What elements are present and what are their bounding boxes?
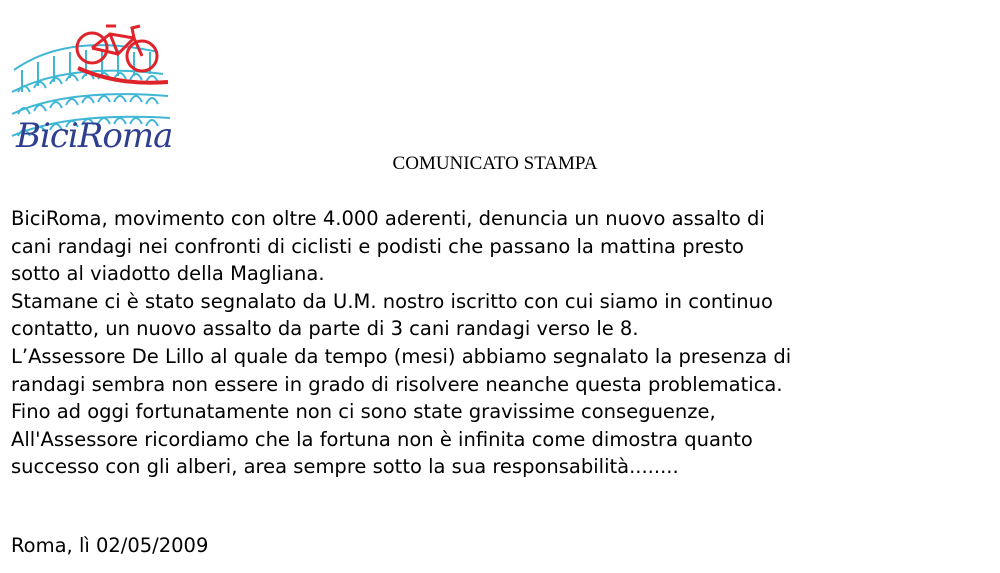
biciroma-logo bbox=[8, 12, 178, 160]
body-line: contatto, un nuovo assalto da parte di 3 cani randagi verso le 8. bbox=[11, 317, 639, 341]
body-line: sotto al viadotto della Magliana. bbox=[11, 262, 325, 286]
body-line: L’Assessore De Lillo al quale da tempo (mesi) abbiamo segnalato la presenza di bbox=[11, 344, 792, 368]
page-title: COMUNICATO STAMPA bbox=[392, 153, 598, 174]
body-line: cani randagi nei confronti di ciclisti e podisti che passano la mattina presto bbox=[11, 234, 744, 258]
date-line: Roma, lì 02/05/2009 bbox=[11, 534, 209, 557]
body-line: BiciRoma, movimento con oltre 4.000 aderenti, denuncia un nuovo assalto di bbox=[11, 207, 765, 230]
body-line: Fino ad oggi fortunatamente non ci sono state gravissime conseguenze, bbox=[11, 400, 716, 424]
body-line: Stamane ci è stato segnalato da U.M. nostro iscritto con cui siamo in continuo bbox=[11, 289, 773, 313]
body-line: randagi sembra non essere in grado di risolvere neanche questa problematica. bbox=[11, 372, 783, 396]
body-line: All'Assessore ricordiamo che la fortuna non è infinita come dimostra quanto bbox=[11, 427, 753, 451]
logo-wordmark: BiciRoma bbox=[16, 116, 173, 156]
body-line: successo con gli alberi, area sempre sotto la sua responsabilità........ bbox=[11, 455, 679, 479]
press-release-body bbox=[11, 205, 996, 481]
